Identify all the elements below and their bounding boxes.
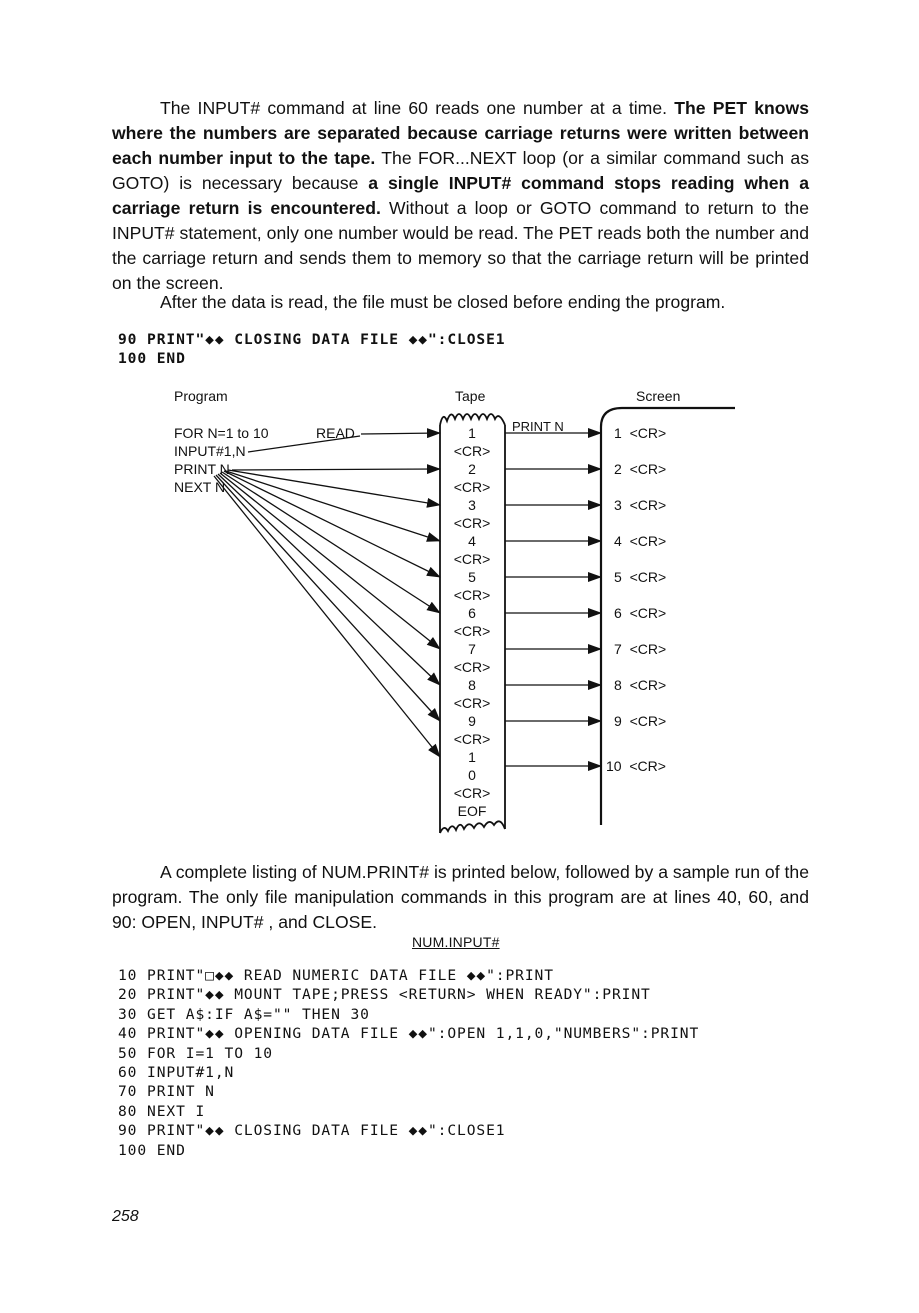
program-line: NEXT N <box>174 479 226 495</box>
tape-cell: <CR> <box>453 731 491 747</box>
read-arrows <box>214 433 440 757</box>
tape-cell: <CR> <box>453 785 491 801</box>
tape-cell: <CR> <box>453 479 491 495</box>
listing-line: 30 GET A$:IF A$="" THEN 30 <box>118 1005 370 1023</box>
screen-line: 5 <CR> <box>614 569 667 585</box>
code-line: 100 END <box>118 350 186 368</box>
paragraph-listing-intro: A complete listing of NUM.PRINT# is printed below, followed by a sample run of the program. The only file manipulation commands in this program are at lines 40, 60, and 90: OPEN, INPUT# , and CLOSE. <box>112 862 809 932</box>
screen-line: 7 <CR> <box>614 641 667 657</box>
program-listing <box>118 966 699 1160</box>
listing-line: 20 PRINT"◆◆ MOUNT TAPE;PRESS <RETURN> WHEN READY":PRINT <box>118 986 651 1004</box>
listing-line: 80 NEXT I <box>118 1102 206 1120</box>
program-line: INPUT#1,N <box>174 443 246 459</box>
screen-line: 6 <CR> <box>614 605 667 621</box>
bold-run: a single INPUT# command stops reading when a carriage return is encountered. <box>112 173 809 218</box>
screen-line: 3 <CR> <box>614 497 667 513</box>
listing-line: 100 END <box>118 1141 186 1159</box>
listing-line: 60 INPUT#1,N <box>118 1064 235 1082</box>
tape-cell: 6 <box>468 605 476 621</box>
text-run: The INPUT# command at line 60 reads one number at a time. <box>160 98 675 118</box>
tape-cell: <CR> <box>453 515 491 531</box>
screen-line: 4 <CR> <box>614 533 667 549</box>
tape-diagram <box>0 380 919 840</box>
tape-cell: <CR> <box>453 587 491 603</box>
screen-line: 2 <CR> <box>614 461 667 477</box>
tape-cell: <CR> <box>453 443 491 459</box>
text-run: Without a loop or GOTO command to return to the INPUT# statement, only one number would be read. The PET reads both the number and the carriage return and sends them to memory so that the carriage return will be printed on the screen. <box>112 198 809 293</box>
tape-cell: EOF <box>457 803 487 819</box>
tape-heading: Tape <box>455 388 486 404</box>
bold-run: The PET knows where the numbers are separated because carriage returns were written between each number input to the tape. <box>112 98 809 168</box>
read-label: READ <box>316 425 355 441</box>
screen-line: 9 <CR> <box>614 713 667 729</box>
program-heading: Program <box>174 388 228 404</box>
paragraph-input-explanation <box>112 96 809 296</box>
listing-line: 90 PRINT"◆◆ CLOSING DATA FILE ◆◆":CLOSE1 <box>118 1122 506 1140</box>
tape-cell: 8 <box>468 677 476 693</box>
tape-cell: 5 <box>468 569 476 585</box>
listing-line: 10 PRINT"□◆◆ READ NUMERIC DATA FILE ◆◆":PRINT <box>118 967 554 984</box>
tape-cell: <CR> <box>453 695 491 711</box>
paragraph-close-file: After the data is read, the file must be closed before ending the program. <box>160 292 726 312</box>
screen-line: 10 <CR> <box>606 758 666 774</box>
tape-cell: 1 <box>468 425 476 441</box>
screen-output <box>606 425 666 774</box>
tape-cell: 1 <box>468 749 476 765</box>
text-run: The FOR...NEXT loop (or a similar command such as GOTO) is necessary because <box>112 148 809 193</box>
program-line: FOR N=1 to 10 <box>174 425 269 441</box>
page-number: 258 <box>112 1208 139 1225</box>
code-snippet <box>118 330 505 369</box>
listing-line: 70 PRINT N <box>118 1083 215 1101</box>
tape-cell: 3 <box>468 497 476 513</box>
screen-line: 8 <CR> <box>614 677 667 693</box>
screen-heading: Screen <box>636 388 681 404</box>
tape-cells <box>454 425 491 819</box>
screen-line: 1 <CR> <box>614 425 667 441</box>
tape-cell: <CR> <box>453 659 491 675</box>
tape-cell: 4 <box>468 533 476 549</box>
tape-cell: <CR> <box>453 623 491 639</box>
tape-cell: 9 <box>468 713 476 729</box>
listing-title: NUM.INPUT# <box>412 934 500 950</box>
print-label: PRINT N <box>512 419 564 434</box>
tape-cell: 2 <box>468 461 476 477</box>
print-arrows <box>505 433 601 766</box>
tape-cell: 7 <box>468 641 476 657</box>
code-line: 90 PRINT"◆◆ CLOSING DATA FILE ◆◆":CLOSE1 <box>118 331 506 348</box>
tape-cell: 0 <box>468 767 476 783</box>
tape-cell: <CR> <box>453 551 491 567</box>
listing-line: 40 PRINT"◆◆ OPENING DATA FILE ◆◆":OPEN 1,1,0,"NUMBERS":PRINT <box>118 1025 700 1043</box>
listing-line: 50 FOR I=1 TO 10 <box>118 1044 273 1062</box>
program-line: PRINT N <box>174 461 230 477</box>
